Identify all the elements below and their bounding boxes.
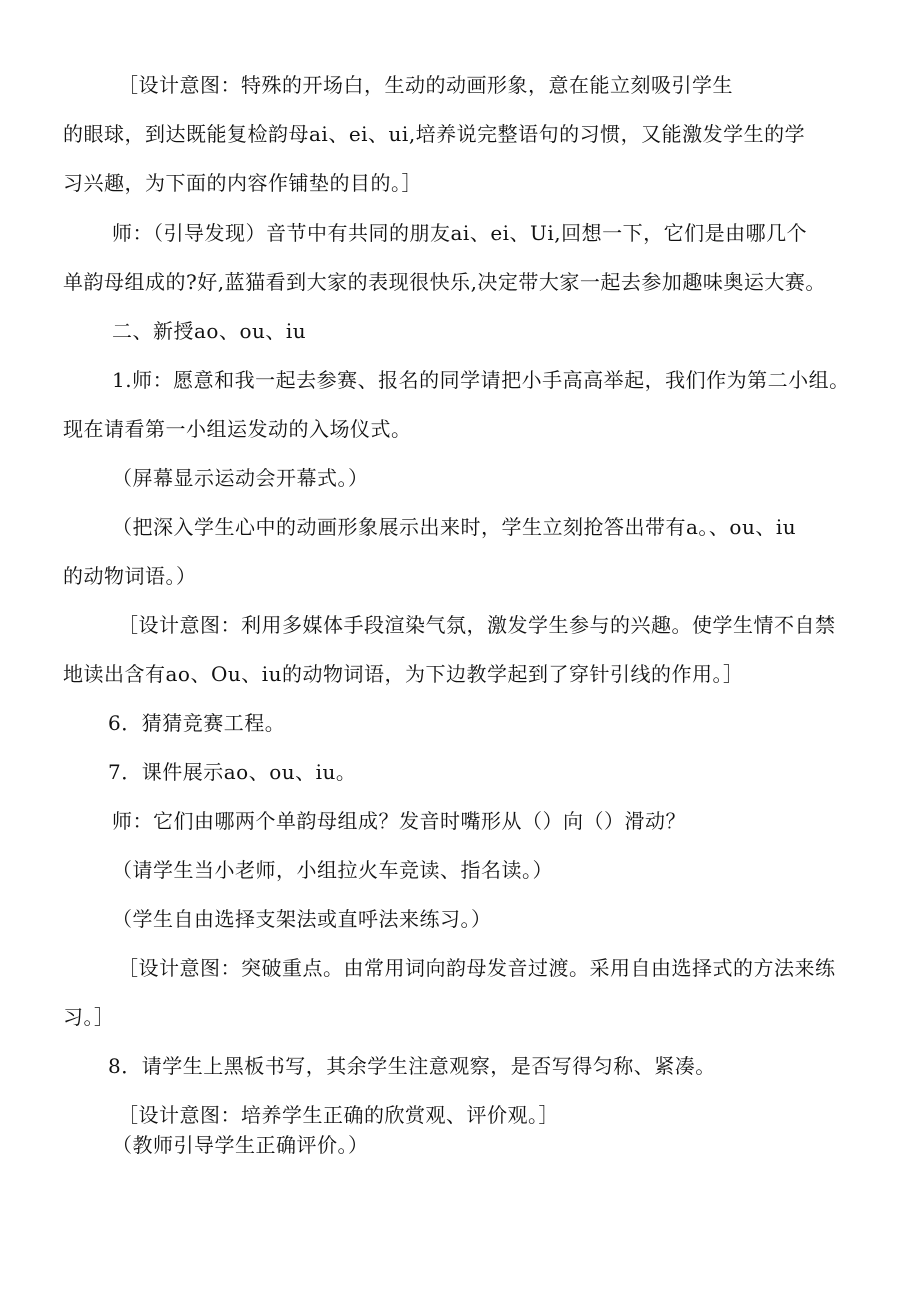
design-intent-1-line-3: 习兴趣，为下面的内容作铺垫的目的。］ [63,171,422,195]
design-intent-2-line-1: ［设计意图：利用多媒体手段渲染气氛，激发学生参与的兴趣。使学生情不自禁 [118,613,836,637]
teacher-question: 师：它们由哪两个单韵母组成？发音时嘴形从（）向（）滑动？ [112,809,686,833]
design-intent-3-line-1: ［设计意图：突破重点。由常用词向韵母发音过渡。采用自由选择式的方法来练 [118,956,836,980]
design-intent-4: ［设计意图：培养学生正确的欣赏观、评价观。］ [118,1103,559,1127]
step-6: 6．猜猜竞赛工程。 [108,711,286,735]
section-heading: 二、新授ao、ou、iu [112,319,307,343]
design-intent-3-line-2: 习。］ [63,1005,115,1029]
evaluation-note: （教师引导学生正确评价。） [112,1133,369,1157]
step-1-line-1: 1.师：愿意和我一起去参赛、报名的同学请把小手高高举起，我们作为第二小组。 [112,368,850,392]
teacher-guide-line-1: 师：（引导发现）音节中有共同的朋友ai、ei、Ui,回想一下，它们是由哪几个 [112,221,808,245]
design-intent-1-line-2: 的眼球，到达既能复检韵母ai、ei、ui,培养说完整语句的习惯，又能激发学生的学 [63,122,806,146]
step-1-line-2: 现在请看第一小组运发动的入场仪式。 [63,417,412,441]
step-7: 7．课件展示ao、ou、iu。 [108,760,357,784]
animation-note-line-1: （把深入学生心中的动画形象展示出来时，学生立刻抢答出带有a。、ou、iu [112,515,797,539]
design-intent-1-line-1: ［设计意图：特殊的开场白，生动的动画形象，意在能立刻吸引学生 [118,73,733,97]
teacher-guide-line-2: 单韵母组成的?好,蓝猫看到大家的表现很快乐,决定带大家一起去参加趣味奥运大赛。 [63,270,826,294]
practice-note-2: （学生自由选择支架法或直呼法来练习。） [112,907,492,931]
animation-note-line-2: 的动物词语。） [63,564,197,588]
step-8: 8．请学生上黑板书写，其余学生注意观察，是否写得匀称、紧凑。 [108,1054,716,1078]
practice-note-1: （请学生当小老师，小组拉火车竞读、指名读。） [112,858,553,882]
screen-note: （屏幕显示运动会开幕式。） [112,466,369,490]
design-intent-2-line-2: 地读出含有ao、Ou、iu的动物词语，为下边教学起到了穿针引线的作用。］ [63,662,744,686]
